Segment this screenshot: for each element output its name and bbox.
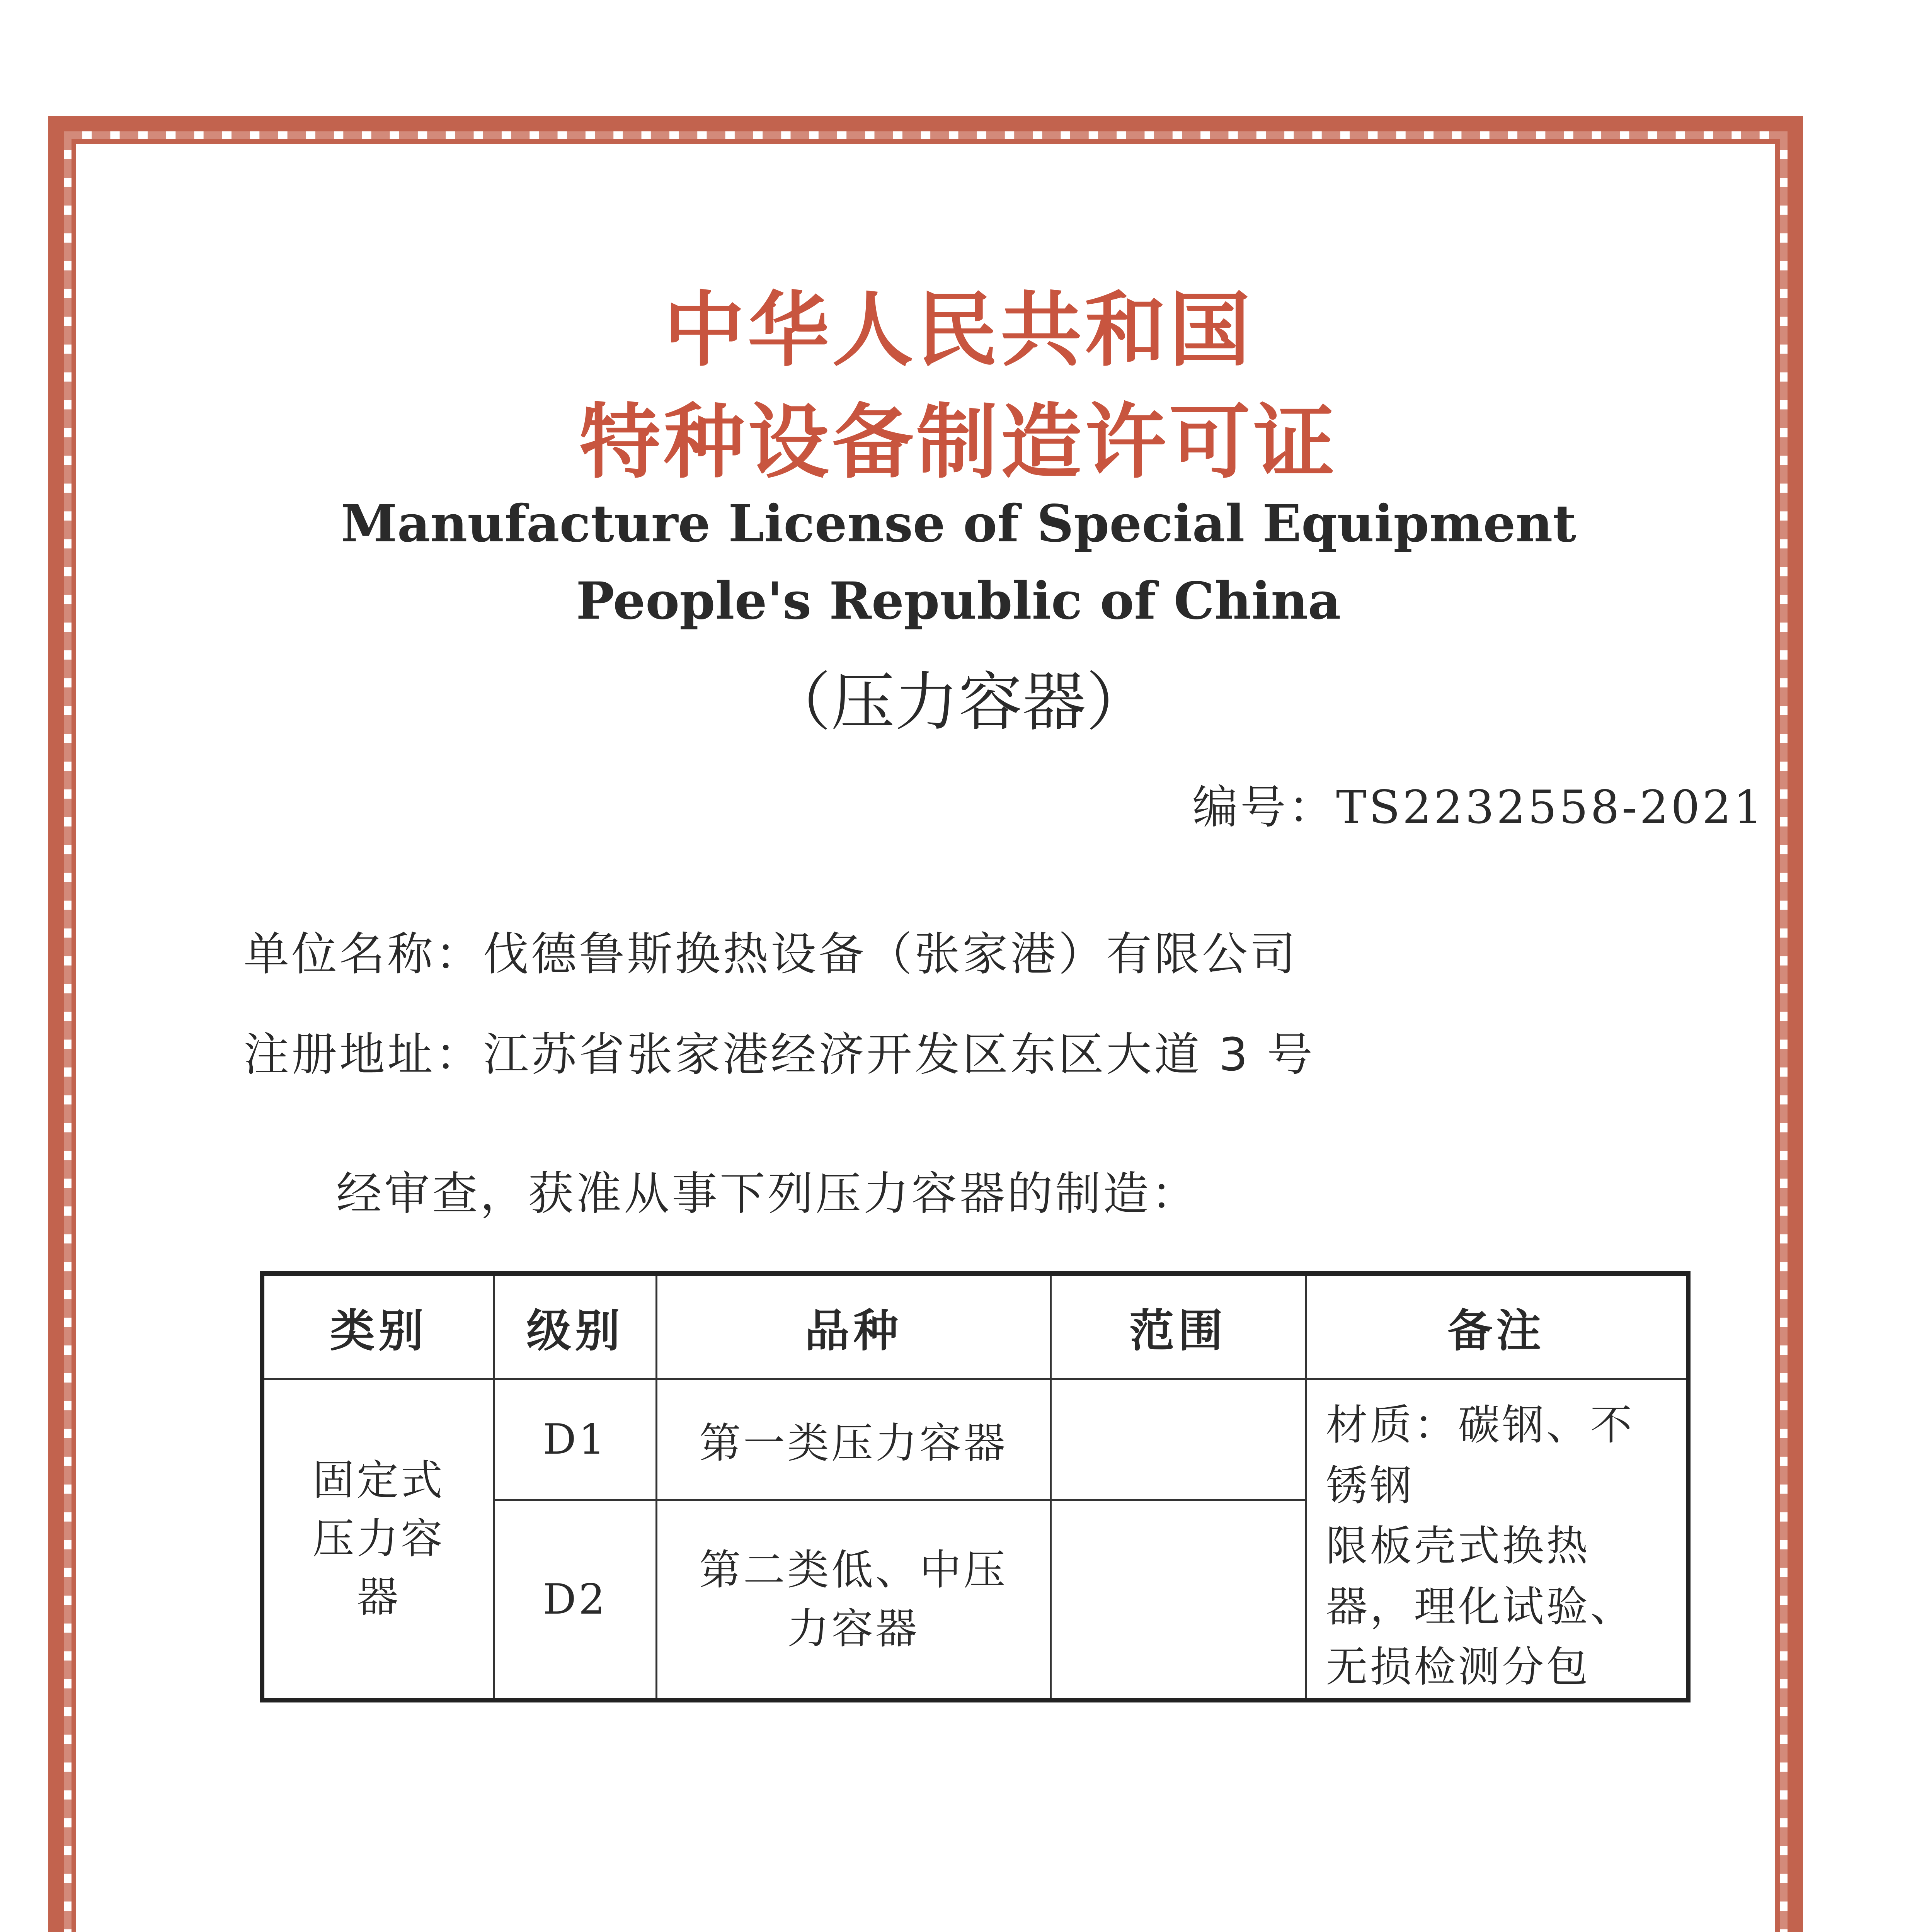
license-number [1192, 781, 1765, 834]
header-category: 类别 [262, 1274, 494, 1379]
company-name [243, 927, 1298, 981]
company-address [243, 1028, 1315, 1081]
title-cn-line2: 特种设备制造许可证 [579, 395, 1338, 490]
title-en-line2: People's Republic of China [576, 571, 1341, 631]
cell-variety: 第一类压力容器 [656, 1379, 1050, 1500]
cell-scope [1050, 1379, 1306, 1500]
company-name-value: 伐德鲁斯换热设备（张家港）有限公司 [483, 927, 1298, 981]
subtitle: （压力容器） [767, 665, 1150, 739]
company-name-label: 单位名称： [243, 927, 484, 981]
cell-remarks: 材质：碳钢、不锈钢 限板壳式换热器，理化试验、无损检测分包 [1306, 1379, 1688, 1700]
cell-category: 固定式压力容器 [262, 1379, 494, 1700]
title-cn-line1: 中华人民共和国 [663, 283, 1253, 378]
license-number-value: TS2232558-2021 [1336, 781, 1765, 834]
table-row [262, 1379, 1688, 1500]
license-number-label: 编号： [1192, 781, 1336, 834]
table-header-row [262, 1274, 1688, 1379]
company-address-value: 江苏省张家港经济开发区东区大道 3 号 [483, 1028, 1315, 1081]
title-en-line1: Manufacture License of Special Equipment [340, 494, 1577, 554]
header-scope: 范围 [1050, 1274, 1306, 1379]
cell-variety: 第二类低、中压力容器 [656, 1500, 1050, 1700]
cell-scope [1050, 1500, 1306, 1700]
license-scope-table [260, 1271, 1691, 1702]
cell-level: D2 [494, 1500, 656, 1700]
cell-level: D1 [494, 1379, 656, 1500]
header-remarks: 备注 [1306, 1274, 1688, 1379]
header-variety: 品种 [656, 1274, 1050, 1379]
approval-statement: 经审查，获准从事下列压力容器的制造： [336, 1167, 1199, 1220]
header-level: 级别 [494, 1274, 656, 1379]
company-address-label: 注册地址： [243, 1028, 484, 1081]
